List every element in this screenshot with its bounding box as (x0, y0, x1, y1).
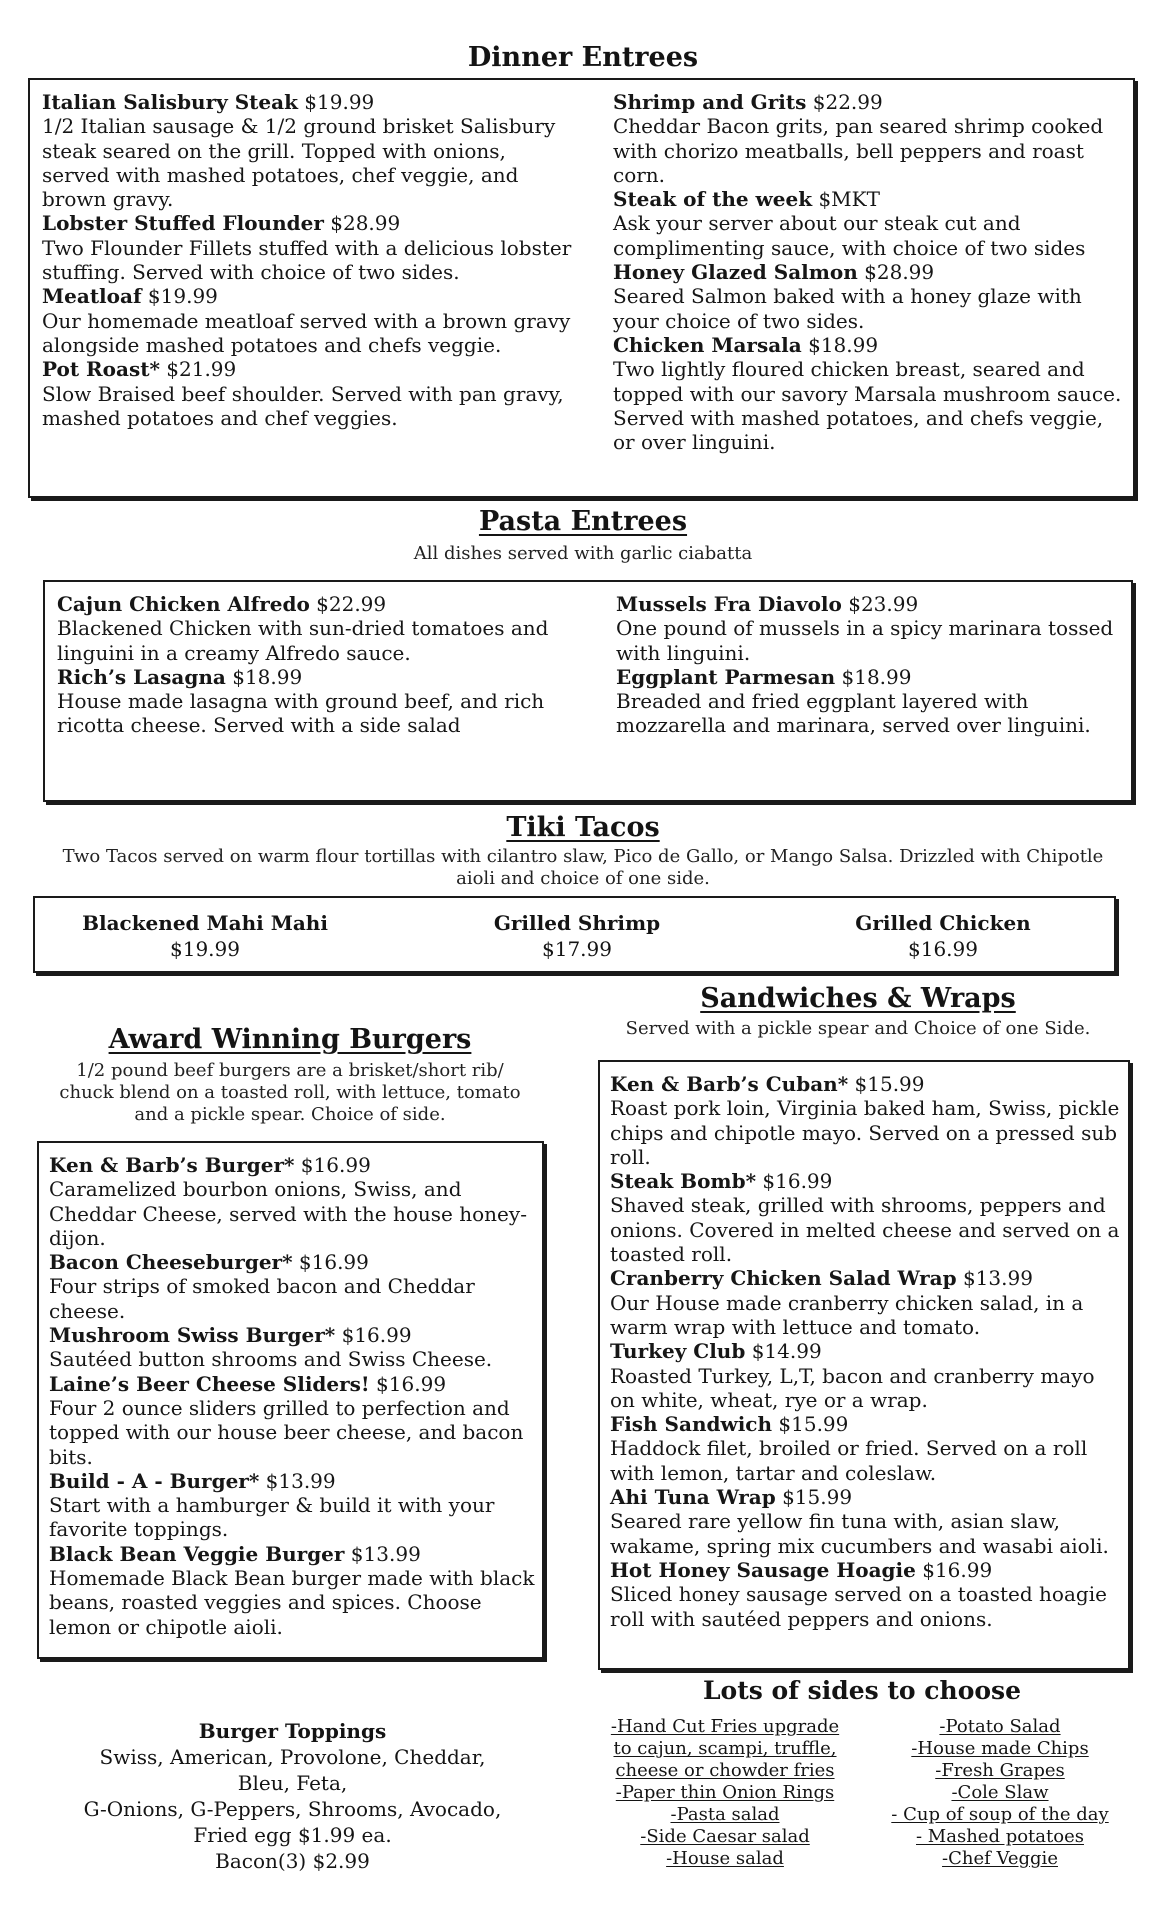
tacos-title: Tiki Tacos (506, 812, 660, 843)
item-description: Roasted Turkey, L,T, bacon and cranberry mayo on white, wheat, rye or a wrap. (610, 1363, 1095, 1412)
item-price: $28.99 (323, 211, 401, 236)
sandwiches-title: Sandwiches & Wraps (700, 983, 1016, 1014)
item-name: Steak of the week (613, 187, 813, 212)
menu-item (49, 1323, 539, 1372)
item-name: Shrimp and Grits (613, 90, 807, 114)
item-name: Build - A - Burger* (49, 1468, 260, 1493)
item-name: Bacon Cheeseburger* (49, 1250, 293, 1275)
menu-item (613, 187, 1128, 260)
burger-toppings (40, 1718, 545, 1874)
dinner-right-column (613, 90, 1128, 454)
side-item: -House salad (666, 1848, 784, 1869)
dinner-title: Dinner Entrees (467, 42, 699, 73)
toppings-title: Burger Toppings (198, 1719, 387, 1743)
side-item: - Cup of soup of the day (891, 1804, 1109, 1825)
item-price: $16.99 (335, 1323, 412, 1348)
item-name: Ahi Tuna Wrap (610, 1485, 776, 1510)
sandwiches-box (598, 1060, 1130, 1670)
item-description: Breaded and fried eggplant layered with mozzarella and marinara, served over linguini. (616, 689, 1091, 738)
item-name: Mushroom Swiss Burger* (49, 1323, 336, 1348)
side-item: to cajun, scampi, truffle, (613, 1738, 837, 1759)
menu-item (613, 90, 1128, 187)
burgers-box (37, 1141, 544, 1659)
item-description: Four strips of smoked bacon and Cheddar cheese. (49, 1274, 475, 1323)
item-price: $13.99 (259, 1468, 336, 1493)
item-price: $13.99 (956, 1266, 1033, 1291)
toppings-line: Fried egg $1.99 ea. (193, 1823, 392, 1847)
item-price: $19.99 (297, 90, 375, 114)
taco-price: $16.99 (908, 937, 978, 961)
toppings-line: G-Onions, G-Peppers, Shrooms, Avocado, (83, 1797, 502, 1821)
item-price: $18.99 (835, 664, 912, 689)
item-name: Meatloaf (42, 284, 142, 309)
menu-item (57, 592, 577, 665)
menu-item (42, 211, 572, 284)
item-description: Slow Braised beef shoulder. Served with pan gravy, mashed potatoes and chef veggies. (42, 381, 564, 430)
pasta-right-column (616, 592, 1121, 738)
item-description: Seared rare yellow fin tuna with, asian slaw, wakame, spring mix cucumbers and wasabi aioli. (610, 1509, 1109, 1558)
item-description: Homemade Black Bean burger made with black beans, roasted veggies and spices. Choose lemon or chipotle aioli. (49, 1566, 535, 1639)
toppings-line: Bacon(3) $2.99 (215, 1849, 370, 1873)
item-name: Eggplant Parmesan (616, 664, 836, 689)
item-price: $22.99 (309, 592, 387, 616)
pasta-box (43, 580, 1133, 802)
side-item: -Potato Salad (939, 1716, 1061, 1737)
item-name: Rich’s Lasagna (57, 664, 226, 689)
item-price: $18.99 (801, 332, 879, 357)
item-price: $16.99 (756, 1169, 833, 1194)
tacos-subtitle: Two Tacos served on warm flour tortillas with cilantro slaw, Pico de Gallo, or Mango Salsa. Drizzled with Chipotle aioli and choice of one side. (62, 846, 1104, 889)
item-description: Ask your server about our steak cut and complimenting sauce, with choice of two sides (613, 211, 1086, 260)
side-item: -Side Caesar salad (640, 1826, 810, 1847)
side-item: - Mashed potatoes (916, 1826, 1084, 1847)
item-price: $15.99 (848, 1072, 925, 1096)
taco-name: Grilled Chicken (855, 911, 1031, 935)
toppings-line: Bleu, Feta, (237, 1771, 348, 1795)
menu-item (49, 1153, 539, 1250)
side-item: -Cole Slaw (951, 1782, 1049, 1803)
item-description: 1/2 Italian sausage & 1/2 ground brisket Salisbury steak seared on the grill. Topped with onions, served with mashed potatoes, chef veggie, and brown gravy. (42, 114, 556, 212)
item-description: Start with a hamburger & build it with your favorite toppings. (49, 1493, 495, 1542)
side-item: -Chef Veggie (942, 1848, 1058, 1869)
item-name: Laine’s Beer Cheese Sliders! (49, 1371, 370, 1396)
menu-item (49, 1372, 539, 1469)
taco-price: $17.99 (542, 937, 612, 961)
item-name: Italian Salisbury Steak (42, 90, 298, 114)
side-item: -Hand Cut Fries upgrade (610, 1716, 840, 1737)
pasta-subtitle: All dishes served with garlic ciabatta (413, 543, 753, 564)
menu-item (610, 1558, 1125, 1631)
item-name: Pot Roast* (42, 357, 160, 382)
side-item: -Fresh Grapes (935, 1760, 1065, 1781)
dinner-left-column (42, 90, 572, 430)
item-name: Ken & Barb’s Burger* (49, 1153, 295, 1177)
menu-item (610, 1072, 1125, 1169)
sides-left-column (590, 1716, 860, 1870)
menu-item (610, 1266, 1125, 1339)
taco-item (407, 910, 747, 962)
menu-item (42, 357, 572, 430)
burgers-column (49, 1153, 539, 1639)
item-price: $16.99 (369, 1371, 447, 1396)
item-name: Black Bean Veggie Burger (49, 1541, 345, 1566)
taco-price: $19.99 (170, 937, 240, 961)
item-description: Our House made cranberry chicken salad, in a warm wrap with lettuce and tomato. (610, 1290, 1084, 1339)
item-description: Four 2 ounce sliders grilled to perfection and topped with our house beer cheese, and bacon bits. (49, 1395, 524, 1469)
menu-item (613, 333, 1128, 454)
item-price: $19.99 (141, 284, 218, 309)
item-name: Cranberry Chicken Salad Wrap (610, 1266, 957, 1291)
item-description: One pound of mussels in a spicy marinara tossed with linguini. (616, 616, 1114, 665)
item-description: Blackened Chicken with sun-dried tomatoes and linguini in a creamy Alfredo sauce. (57, 616, 549, 665)
item-name: Turkey Club (610, 1339, 746, 1364)
menu-item (42, 284, 572, 357)
menu-item (616, 592, 1121, 665)
item-name: Lobster Stuffed Flounder (42, 211, 324, 236)
item-description: Two Flounder Fillets stuffed with a delicious lobster stuffing. Served with choice of two sides. (42, 235, 572, 285)
menu-item (610, 1339, 1125, 1412)
item-price: $16.99 (294, 1153, 371, 1177)
item-price: $15.99 (775, 1485, 853, 1510)
item-price: $15.99 (772, 1412, 849, 1437)
dinner-box (28, 78, 1135, 498)
item-description: Cheddar Bacon grits, pan seared shrimp cooked with chorizo meatballs, bell peppers and roast corn. (613, 114, 1104, 187)
item-price: $16.99 (292, 1250, 369, 1275)
menu-item (610, 1485, 1125, 1558)
taco-name: Grilled Shrimp (493, 911, 661, 935)
item-price: $21.99 (159, 357, 237, 382)
toppings-line: Swiss, American, Provolone, Cheddar, (99, 1745, 486, 1769)
menu-item (610, 1412, 1125, 1485)
side-item: -House made Chips (911, 1738, 1089, 1759)
item-price: $MKT (812, 187, 880, 212)
menu-item (613, 260, 1128, 333)
pasta-title: Pasta Entrees (478, 506, 688, 537)
sides-right-column (870, 1716, 1130, 1870)
item-description: Two lightly floured chicken breast, seared and topped with our savory Marsala mushroom sauce. Served with mashed potatoes, and chefs veggie, or over linguini. (613, 357, 1122, 455)
item-name: Chicken Marsala (613, 332, 802, 357)
item-name: Ken & Barb’s Cuban* (610, 1072, 849, 1096)
menu-item (616, 665, 1121, 738)
tacos-box (33, 896, 1116, 973)
menu-item (49, 1542, 539, 1639)
item-description: Sautéed button shrooms and Swiss Cheese. (49, 1347, 493, 1372)
item-description: Sliced honey sausage served on a toasted hoagie roll with sautéed peppers and onions. (610, 1582, 1107, 1631)
item-description: Our homemade meatloaf served with a brown gravy alongside mashed potatoes and chefs veggie. (42, 308, 571, 357)
item-description: Seared Salmon baked with a honey glaze with your choice of two sides. (613, 284, 1082, 333)
item-price: $14.99 (745, 1339, 822, 1364)
pasta-left-column (57, 592, 577, 738)
item-price: $23.99 (841, 592, 919, 616)
item-name: Honey Glazed Salmon (613, 260, 858, 285)
side-item: -Pasta salad (670, 1804, 780, 1825)
item-description: House made lasagna with ground beef, and rich ricotta cheese. Served with a side salad (57, 689, 545, 738)
item-name: Fish Sandwich (610, 1412, 773, 1437)
item-price: $13.99 (344, 1541, 421, 1566)
item-name: Mussels Fra Diavolo (616, 592, 842, 616)
item-price: $22.99 (806, 90, 883, 114)
taco-name: Blackened Mahi Mahi (82, 911, 328, 935)
sandwiches-column (610, 1072, 1125, 1631)
item-price: $18.99 (225, 664, 303, 689)
sides-title: Lots of sides to choose (702, 1676, 1022, 1705)
menu-item (42, 90, 572, 211)
item-name: Cajun Chicken Alfredo (57, 592, 310, 616)
item-description: Roast pork loin, Virginia baked ham, Swiss, pickle chips and chipotle mayo. Served on a pressed sub roll. (610, 1096, 1120, 1169)
menu-item (49, 1250, 539, 1323)
side-item: -Paper thin Onion Rings (615, 1782, 835, 1803)
item-description: Haddock filet, broiled or fried. Served on a roll with lemon, tartar and coleslaw. (610, 1436, 1088, 1485)
item-description: Caramelized bourbon onions, Swiss, and Cheddar Cheese, served with the house honey- dijon. (49, 1177, 527, 1250)
item-price: $28.99 (857, 260, 935, 285)
burgers-title: Award Winning Burgers (108, 1024, 472, 1055)
menu-item (57, 665, 577, 738)
item-name: Steak Bomb* (610, 1169, 757, 1194)
menu-item (610, 1169, 1125, 1266)
item-description: Shaved steak, grilled with shrooms, peppers and onions. Covered in melted cheese and served on a toasted roll. (610, 1193, 1120, 1267)
burgers-subtitle: 1/2 pound beef burgers are a brisket/short rib/ chuck blend on a toasted roll, with lettuce, tomato and a pickle spear. Choice of side. (59, 1060, 521, 1125)
taco-item (35, 910, 375, 962)
sandwiches-subtitle: Served with a pickle spear and Choice of one Side. (625, 1018, 1091, 1039)
taco-item (773, 910, 1113, 962)
menu-item (49, 1469, 539, 1542)
item-name: Hot Honey Sausage Hoagie (610, 1557, 916, 1582)
item-price: $16.99 (915, 1557, 993, 1582)
side-item: cheese or chowder fries (615, 1760, 835, 1781)
